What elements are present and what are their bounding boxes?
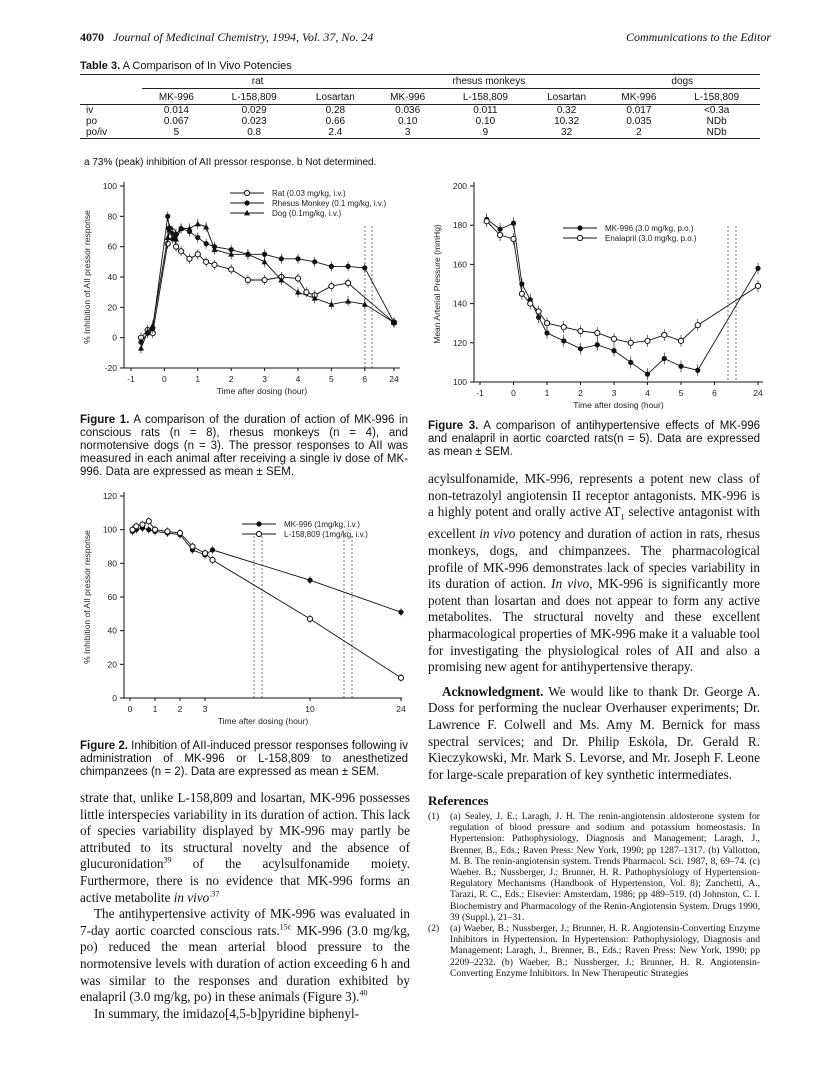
- table-cell: 0.28: [325, 105, 346, 116]
- y-tick-label: 20: [107, 302, 117, 313]
- figure-label: Figure 1.: [80, 414, 130, 426]
- potency-table: [80, 74, 760, 139]
- y-axis-label: Mean Arterial Pressure (mmHg): [432, 224, 442, 344]
- table-cell: 0.10: [475, 116, 496, 127]
- y-tick-label: 100: [102, 181, 117, 191]
- y-tick-label: 40: [107, 625, 117, 636]
- figure-label: Figure 3.: [428, 420, 479, 432]
- x-tick-label: 24: [389, 374, 399, 384]
- y-tick-label: 120: [102, 491, 117, 501]
- data-point: [195, 252, 200, 257]
- series-line: [133, 521, 402, 678]
- paragraph: strate that, unlike L-158,809 and losartan, MK-996 possesses little interspecies variability in its duration of action. This lack of species variability displayed by MK-996 may partly be attributed to its structural novelty and the absence of glucuronidation$^{39}$ of the acylsulfonamide moiety. Furthermore, there is no evidence that MK-996 forms an active metabolite in vivo$^{.37}$: [80, 790, 410, 905]
- data-point: [187, 256, 192, 261]
- x-tick-label: 10: [305, 704, 315, 714]
- data-point: [755, 283, 760, 288]
- data-point: [678, 364, 683, 369]
- group-header: dogs: [604, 76, 760, 89]
- table-row: [80, 127, 760, 139]
- references-heading: References: [428, 793, 489, 809]
- table-footnote: a 73% (peak) inhibition of AII pressor response. b Not determined.: [84, 157, 377, 168]
- data-point: [611, 336, 616, 341]
- y-axis-label: % Inhibition of AII pressor response: [82, 210, 92, 344]
- data-point: [544, 330, 549, 335]
- caption-text: A comparison of antihypertensive effects of MK-996 and enalapril in aortic coarcted rats(n = 5). Data are expressed as mean ± SEM.: [428, 420, 761, 458]
- data-point: [611, 348, 616, 353]
- column-header: MK-996: [142, 89, 211, 105]
- table-cell: 2: [604, 127, 673, 139]
- data-point: [245, 277, 250, 282]
- data-point: [138, 345, 144, 351]
- series-1: [130, 517, 404, 682]
- table-cell: 0.66: [325, 116, 346, 127]
- legend-label: L-158,809 (1mg/kg, i.v.): [284, 530, 368, 539]
- data-point: [346, 264, 351, 269]
- data-point: [140, 522, 145, 527]
- group-header: rat: [142, 76, 373, 89]
- data-point: [561, 338, 566, 343]
- data-point: [544, 321, 549, 326]
- x-tick-label: 2: [228, 374, 234, 384]
- table-cell: 0.023: [241, 116, 267, 127]
- figure-2-caption: [80, 740, 408, 779]
- section-header: Communications to the Editor: [626, 30, 771, 44]
- table-cell: 0.011: [473, 105, 498, 116]
- table-cell: 2.4: [297, 127, 373, 139]
- data-point: [262, 259, 268, 265]
- y-tick-label: 140: [452, 298, 467, 309]
- y-tick-label: -20: [104, 363, 117, 373]
- data-point: [262, 277, 267, 282]
- data-point: [262, 252, 267, 257]
- x-axis-label: Time after dosing (hour): [573, 400, 664, 410]
- data-point: [362, 265, 367, 270]
- figure-3-caption: [428, 420, 760, 459]
- data-point: [536, 309, 541, 314]
- left-column-text: [80, 790, 410, 1022]
- data-point: [177, 530, 182, 535]
- data-point: [398, 610, 403, 615]
- data-point: [295, 256, 300, 261]
- x-axis-label: Time after dosing (hour): [216, 386, 308, 396]
- x-tick-label: 4: [645, 388, 650, 398]
- data-point: [165, 234, 171, 240]
- data-point: [678, 338, 683, 343]
- series-2: [138, 219, 397, 353]
- x-tick-label: 6: [362, 374, 368, 384]
- data-point: [595, 330, 600, 335]
- data-point: [511, 221, 516, 226]
- data-point: [190, 544, 195, 549]
- data-point: [295, 276, 300, 281]
- data-point: [695, 323, 700, 328]
- x-tick-label: 3: [262, 374, 267, 384]
- legend-label: Dog (0.1mg/kg, i.v.): [272, 209, 342, 218]
- legend-label: MK-996 (1mg/kg, i.v.): [284, 520, 360, 529]
- column-header: L-158,809: [673, 89, 760, 105]
- y-tick-label: 180: [452, 220, 467, 231]
- y-tick-label: 60: [107, 592, 117, 602]
- x-tick-label: 1: [152, 704, 158, 714]
- x-tick-label: -1: [127, 374, 135, 384]
- x-tick-label: 0: [162, 374, 167, 384]
- legend-label: Rat (0.03 mg/kg, i.v.): [272, 189, 346, 198]
- data-point: [312, 259, 317, 264]
- column-header: Losartan: [297, 89, 373, 105]
- table-caption: [80, 60, 292, 72]
- data-point: [152, 527, 157, 532]
- x-tick-label: 2: [177, 704, 183, 714]
- data-point: [645, 372, 650, 377]
- table-cell: <0.3a: [704, 105, 730, 116]
- caption-text: Inhibition of AII-induced pressor responses following iv administration of MK-996 or L-158,809 to anesthetized chimpanzees (n = 2). Data are expressed as mean ± SEM.: [80, 740, 408, 778]
- data-point: [578, 346, 583, 351]
- right-column-text: [428, 471, 760, 979]
- running-header: [80, 30, 373, 45]
- data-point: [577, 225, 582, 230]
- column-header: L-158,809: [211, 89, 298, 105]
- series-line: [133, 528, 402, 612]
- y-tick-label: 200: [452, 181, 467, 191]
- data-point: [595, 342, 600, 347]
- table-cell: 0.017: [626, 105, 652, 116]
- table-cell: 0.067: [163, 116, 189, 127]
- x-tick-label: 3: [611, 388, 617, 398]
- data-point: [256, 521, 261, 526]
- table-cell: 5: [142, 127, 211, 139]
- data-point: [398, 675, 403, 680]
- data-point: [528, 301, 533, 306]
- data-point: [662, 356, 667, 361]
- reference-item: (1) (a) Sealey, J. E.; Laragh, J. H. The renin-angiotensin aldosterone system for regulation of blood pressure and sodium and potassium homeostasis. In Hypertension: Pathophysiology, Diagnosis and Management; Laragh, J., Brenner, B., Eds.; Raven Press: New York, 1990; pp 1287–1317. (b) Vallotton, M. B. The renin-angiotensin system. Trends Pharmacol. Sci. 1987, 8, 69–74. (c) Waeber. B.; Nussberger, J.; Brunner, H. R. Pathophysiology of Hypertension-Regulatory Mechanisms (Handbook of Hypertension, Vol. 8); Zanchetti, A., Tarazi, R. C., Eds.; Elsevier: Amsterdam, 1986; pp 489–519. (d) Johnston, C. I. Biochemistry and Pharmacology of the Renin-Angiotensin System. Drugs 1990, 39 (Suppl.), 21–31.: [428, 810, 760, 923]
- table-row: [80, 116, 760, 127]
- column-header: L-158,809: [442, 89, 529, 105]
- table-cell: 0.014: [163, 105, 189, 116]
- table-cell: 10.32: [554, 116, 580, 127]
- x-tick-label: 0: [511, 388, 516, 398]
- data-point: [628, 360, 633, 365]
- data-point: [179, 249, 184, 254]
- data-point: [204, 259, 209, 264]
- table-3: [80, 74, 760, 139]
- figure-1-chart: [80, 176, 410, 408]
- x-tick-label: 1: [544, 388, 550, 398]
- data-point: [134, 524, 139, 529]
- data-point: [561, 325, 566, 330]
- table-cell: NDb: [673, 127, 760, 139]
- data-point: [577, 235, 582, 240]
- y-tick-label: 80: [107, 211, 117, 222]
- data-point: [165, 214, 170, 219]
- caption-text: A comparison of the duration of action of MK-996 in conscious rats (n = 8), rhesus monkeys (n = 4), and normotensive dogs (n = 3). The pressor responses to AII was measured in each animal after receiving a single iv dose of MK-996. Data are expressed as mean ± SEM.: [80, 414, 408, 478]
- data-point: [755, 266, 760, 271]
- x-tick-label: 6: [712, 388, 717, 398]
- table-title: A Comparison of In Vivo Potencies: [122, 60, 292, 72]
- table-cell: 32: [529, 127, 605, 139]
- x-axis-label: Time after dosing (hour): [217, 716, 309, 726]
- data-point: [195, 235, 200, 240]
- data-point: [210, 547, 215, 552]
- paragraph: The antihypertensive activity of MK-996 was evaluated in 7-day aortic coarcted conscious rats.$^{15c}$ MK-996 (3.0 mg/kg, po) reduced the mean arterial blood pressure to the normotensive levels with duration of action exceeding 6 h and was similar to the responses and duration exhibited by enalapril (3.0 mg/kg, po) in these animals (Figure 3).$^{40}$: [80, 906, 410, 1005]
- data-point: [195, 221, 201, 227]
- data-point: [229, 267, 234, 272]
- x-tick-label: 4: [295, 374, 301, 384]
- x-tick-label: 5: [678, 388, 684, 398]
- table-cell: 3: [373, 127, 442, 139]
- y-tick-label: 100: [102, 524, 117, 535]
- series-line: [141, 229, 394, 338]
- data-point: [628, 340, 633, 345]
- paragraph: In summary, the imidazo[4,5-b]pyridine biphenyl-: [94, 1005, 360, 1021]
- data-point: [279, 256, 284, 261]
- y-axis-label: % Inhibition of AII pressor response: [82, 530, 92, 664]
- y-tick-label: 120: [452, 337, 467, 348]
- y-tick-label: 160: [452, 259, 467, 270]
- series-line: [141, 224, 394, 348]
- row-label: po: [86, 116, 98, 127]
- table-cell: 0.10: [397, 116, 418, 127]
- legend-label: Enalapril (3.0 mg/kg, p.o.): [605, 234, 697, 243]
- y-tick-label: 0: [112, 693, 117, 703]
- paragraph: acylsulfonamide, MK-996, represents a potent new class of non-tetrazolyl angiotensin II receptor antagonists. MK-996 is a highly potent and orally active $AT_1$ selective antagonist with excellent in vivo potency and duration of action in rats, rhesus monkeys, dogs, and chimpanzees. The pharmacological profile of MK-996 demonstrates lack of species variability in its duration of action. In vivo, MK-996 is significantly more potent than losartan and does not appear to form any active metabolites. The structural novelty and these excellent pharmacological properties of MK-996 make it a valuable tool for investigating the physiological roles of AII and also a promising new agent for antihypertensive therapy.: [428, 471, 760, 675]
- table-label: Table 3.: [80, 60, 121, 72]
- data-point: [202, 551, 207, 556]
- data-point: [212, 262, 217, 267]
- x-tick-label: -1: [476, 388, 484, 398]
- x-tick-label: 2: [578, 388, 583, 398]
- data-point: [146, 527, 151, 532]
- legend-label: MK-996 (3.0 mg/kg, p.o.): [605, 224, 694, 233]
- x-tick-label: 24: [753, 388, 763, 398]
- x-tick-label: 24: [396, 704, 406, 714]
- page-number: 4070: [80, 30, 104, 44]
- data-point: [519, 291, 524, 296]
- data-point: [484, 219, 489, 224]
- table-row: [80, 105, 760, 117]
- data-point: [662, 332, 667, 337]
- y-tick-label: 100: [452, 377, 467, 387]
- figure-1-caption: [80, 414, 408, 479]
- data-point: [511, 236, 516, 241]
- figure-3-chart: [428, 176, 768, 416]
- table-cell: 0.029: [241, 105, 267, 116]
- figure-label: Figure 2.: [80, 740, 128, 752]
- column-header: Losartan: [529, 89, 605, 105]
- data-point: [578, 328, 583, 333]
- table-cell: NDb: [706, 116, 727, 127]
- data-point: [307, 578, 312, 583]
- table-cell: 0.035: [626, 116, 652, 127]
- y-tick-label: 60: [107, 241, 117, 252]
- data-point: [329, 264, 334, 269]
- legend-label: Rhesus Monkey (0.1 mg/kg, i.v.): [272, 199, 387, 208]
- y-tick-label: 0: [112, 332, 117, 343]
- data-point: [695, 368, 700, 373]
- data-point: [304, 290, 309, 295]
- y-tick-label: 40: [107, 272, 117, 282]
- x-tick-label: 5: [329, 374, 334, 384]
- data-point: [146, 519, 151, 524]
- journal-citation: Journal of Medicinal Chemistry, 1994, Vol. 37, No. 24: [113, 30, 374, 44]
- column-header: MK-996: [373, 89, 442, 105]
- row-label: po/iv: [80, 127, 142, 139]
- row-label: iv: [86, 105, 94, 116]
- figure-2-chart: [80, 486, 410, 736]
- data-point: [173, 244, 178, 249]
- data-point: [295, 289, 301, 295]
- reference-item: (2) (a) Waeber, B.; Nussberger, J.; Brunner, H. R. Angiotensin-Converting Enzyme Inhibitors in Hypertension. In Hypertension: Pathophysiology, Diagnosis and Management; Laragh, J., Brenner, B., Eds.; Raven Press: New York, 1990; pp 2209–2232. (b) Waeber, B.; Nussberger, J.; Brunner, H. R. Angiotensin-Converting Enzyme Inhibitors. In New Therapeutic Strategies: [428, 922, 760, 979]
- data-point: [346, 280, 351, 285]
- acknowledgment: Acknowledgment. We would like to thank Dr. George A. Doss for performing the nuclear Overhauser experiments; Dr. Lawrence F. Colwell and Ms. Amy M. Bernick for mass spectral services; and Dr. Philip Eskola, Dr. Gerald R. Kieczykowski, Mr. Mark S. Levorse, and Mr. Joseph F. Leone for large-scale preparation of key synthetic intermediates.: [428, 683, 760, 782]
- table-cell: 0.32: [556, 105, 577, 116]
- data-point: [165, 529, 170, 534]
- data-point: [329, 284, 334, 289]
- table-cell: 9: [442, 127, 529, 139]
- table-cell: 0.8: [211, 127, 298, 139]
- table-cell: 0.036: [395, 105, 421, 116]
- data-point: [307, 616, 312, 621]
- data-point: [256, 531, 261, 536]
- group-header: rhesus monkeys: [373, 76, 604, 89]
- data-point: [345, 298, 351, 304]
- x-tick-label: 0: [127, 704, 133, 714]
- column-header: MK-996: [604, 89, 673, 105]
- data-point: [204, 241, 209, 246]
- data-point: [244, 190, 249, 195]
- data-point: [645, 338, 650, 343]
- x-tick-label: 1: [195, 374, 201, 384]
- y-tick-label: 20: [107, 659, 117, 670]
- y-tick-label: 80: [107, 558, 117, 569]
- data-point: [210, 557, 215, 562]
- data-point: [244, 200, 249, 205]
- x-tick-label: 3: [202, 704, 208, 714]
- data-point: [498, 232, 503, 237]
